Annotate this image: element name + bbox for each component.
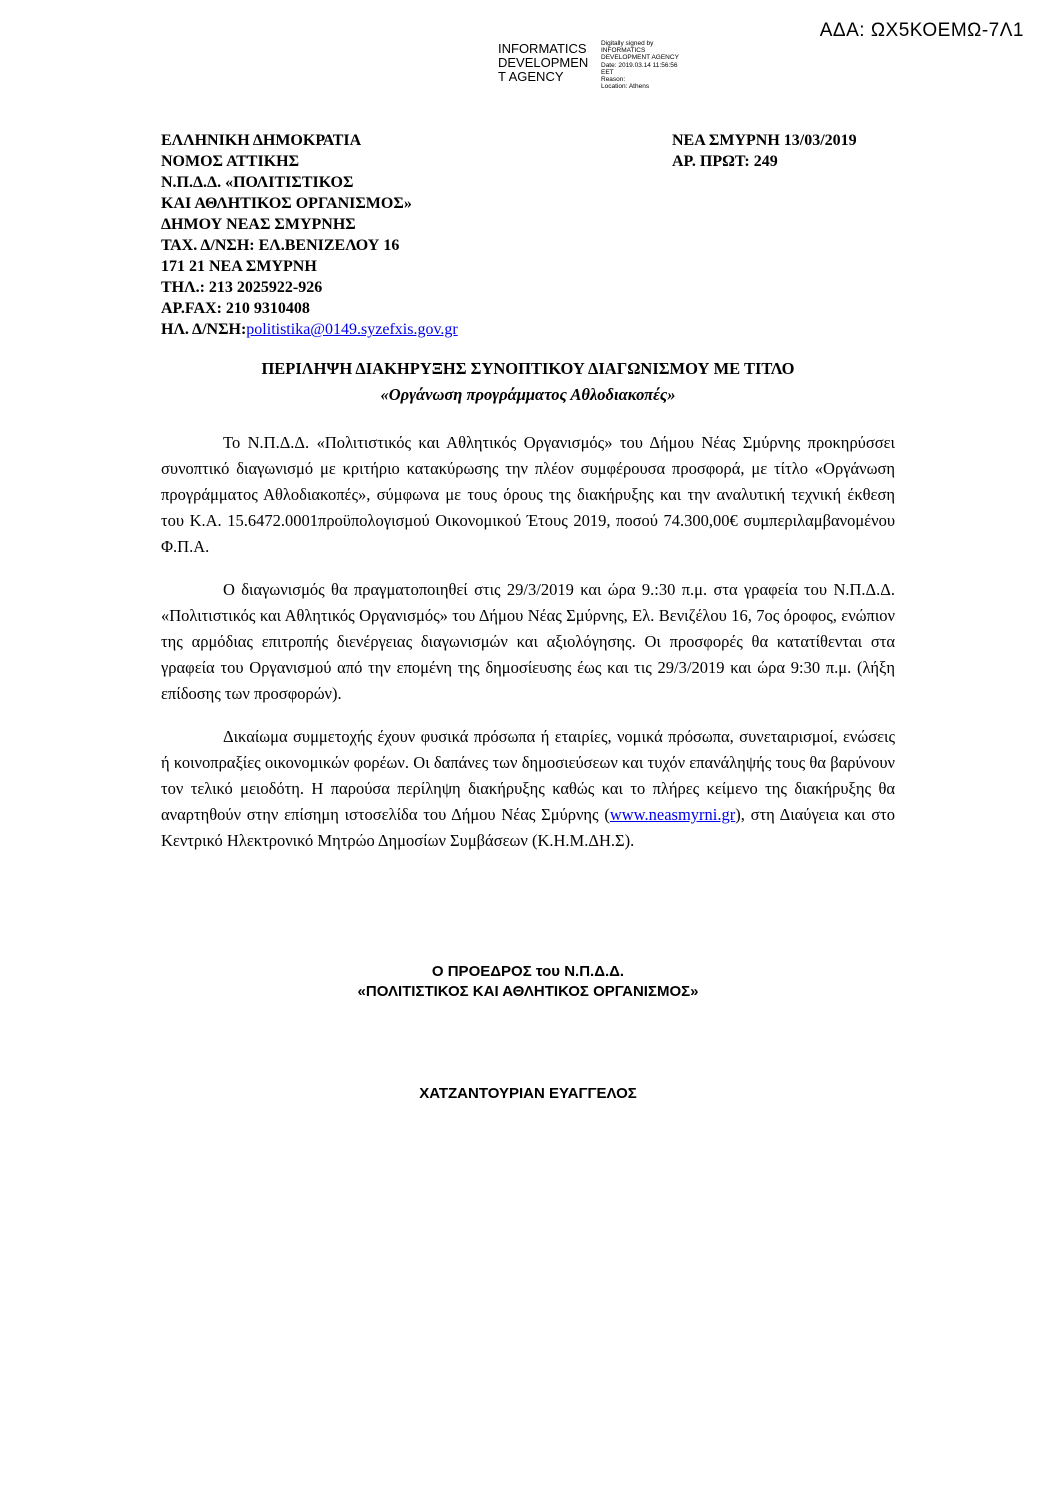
sender-line: Ν.Π.Δ.Δ. «ΠΟΛΙΤΙΣΤΙΚΟΣ [161, 174, 354, 191]
email-label: ΗΛ. Δ/ΝΣΗ: [161, 321, 247, 338]
date-protocol-block [672, 130, 857, 172]
signature-detail-line: Date: 2019.03.14 11:56:56 [601, 61, 678, 69]
signature-detail-line: EET [601, 68, 614, 76]
body-paragraph: Ο διαγωνισμός θα πραγματοποιηθεί στις 29/3/2019 και ώρα 9.:30 π.μ. στα γραφεία του Ν.Π.Δ.Δ. «Πολιτιστικός και Αθλητικός Οργανισμός» του Δήμου Νέας Σμύρνης, Ελ. Βενιζέλου 16, 7ος όροφος, ενώπιον της αρμόδιας επιτροπής διενέργειας διαγωνισμών και αξιολόγησης. Οι προσφορές θα κατατίθενται στα γραφεία του Οργανισμού από την επομένη της δημοσίευσης έως και τις 29/3/2019 και ώρα 9:30 π.μ. (λήξη επίδοσης των προσφορών). [161, 580, 895, 703]
document-body [161, 430, 895, 854]
paragraph-text: Δικαίωμα συμμετοχής έχουν φυσικά πρόσωπα ή εταιρίες, νομικά πρόσωπα, συνεταιρισμοί, ενώσεις ή κοινοπραξίες οικονομικών φορέων. Οι δαπάνες των δημοσιεύσεων και τυχόν επανάληψής τους θα βαρύνουν τον τελικό μειοδότη. Η παρούσα περίληψη διακήρυξης καθώς και το πλήρες κείμενο της διακήρυξης θα αναρτηθούν στην επίσημη ιστοσελίδα του Δήμου Νέας Σμύρνης ( [161, 727, 895, 824]
digital-signature-org [498, 42, 603, 84]
signatory-title [161, 962, 895, 1002]
protocol-number: ΑΡ. ΠΡΩΤ: 249 [672, 153, 778, 170]
signature-org-line: DEVELOPMEN [498, 55, 589, 70]
signature-detail-line: Location: Athens [601, 83, 650, 91]
sender-email-row [161, 319, 458, 340]
signature-detail-line: DEVELOPMENT AGENCY [601, 54, 679, 62]
sender-line: ΝΟΜΟΣ ΑΤΤΙΚΗΣ [161, 153, 300, 170]
signature-org-line: INFORMATICS [498, 41, 587, 56]
signatory-name: ΧΑΤΖΑΝΤΟΥΡΙΑΝ ΕΥΑΓΓΕΛΟΣ [419, 1085, 637, 1102]
sender-line: 171 21 ΝΕΑ ΣΜΥΡΝΗ [161, 258, 317, 275]
signature-org-line: T AGENCY [498, 69, 564, 84]
document-heading [161, 356, 895, 408]
body-paragraph: Το Ν.Π.Δ.Δ. «Πολιτιστικός και Αθλητικός Οργανισμός» του Δήμου Νέας Σμύρνης προκηρύσσει συνοπτικό διαγωνισμό με κριτήριο κατακύρωσης την πλέον συμφέρουσα προσφορά, με τίτλο «Οργάνωση προγράμματος Αθλοδιακοπές», σύμφωνα με τους όρους της διακήρυξης και την αναλυτική τεχνική έκθεση του Κ.Α. 15.6472.0001προϋπολογισμού Οικονομικού Έτους 2019, ποσού 74.300,00€ συμπεριλαμβανομένου Φ.Π.Α. [161, 433, 895, 556]
signature-detail-line: INFORMATICS [601, 47, 646, 55]
digital-signature-details [601, 40, 679, 90]
sender-line: ΚΑΙ ΑΘΛΗΤΙΚΟΣ ΟΡΓΑΝΙΣΜΟΣ» [161, 195, 412, 212]
sender-line: ΤΑΧ. Δ/ΝΣΗ: ΕΛ.ΒΕΝΙΖΕΛΟΥ 16 [161, 237, 400, 254]
sender-line: ΔΗΜΟΥ ΝΕΑΣ ΣΜΥΡΝΗΣ [161, 216, 356, 233]
ada-code: ΑΔΑ: ΩΧ5ΚΟΕΜΩ-7Λ1 [819, 20, 1024, 41]
document-date: ΝΕΑ ΣΜΥΡΝΗ 13/03/2019 [672, 132, 857, 149]
signatory-role: Ο ΠΡΟΕΔΡΟΣ του Ν.Π.Δ.Δ. [431, 963, 625, 980]
signature-detail-line: Digitally signed by [601, 40, 654, 47]
signatory-organization: «ΠΟΛΙΤΙΣΤΙΚΟΣ ΚΑΙ ΑΘΛΗΤΙΚΟΣ ΟΡΓΑΝΙΣΜΟΣ» [357, 983, 699, 1000]
body-paragraph [161, 724, 895, 854]
sender-line: ΕΛΛΗΝΙΚΗ ΔΗΜΟΚΡΑΤΙΑ [161, 132, 362, 149]
website-link[interactable]: www.neasmyrni.gr [609, 805, 736, 824]
signature-detail-line: Reason: [601, 76, 626, 84]
paragraph-text: ), στη Διαύγεια και στο Κεντρικό Ηλεκτρονικό Μητρώο Δημοσίων Συμβάσεων (Κ.Η.Μ.ΔΗ.Σ). [161, 805, 896, 850]
email-link[interactable]: politistika@0149.syzefxis.gov.gr [246, 321, 458, 338]
sender-line: ΤΗΛ.: 213 2025922-926 [161, 279, 323, 296]
sender-block [161, 130, 458, 340]
sender-line: ΑΡ.FAX: 210 9310408 [161, 300, 310, 317]
heading-subtitle: «Οργάνωση προγράμματος Αθλοδιακοπές» [380, 385, 676, 404]
heading-title: ΠΕΡΙΛΗΨΗ ΔΙΑΚΗΡΥΞΗΣ ΣΥΝΟΠΤΙΚΟΥ ΔΙΑΓΩΝΙΣΜΟΥ ΜΕ ΤΙΤΛΟ [261, 359, 795, 378]
